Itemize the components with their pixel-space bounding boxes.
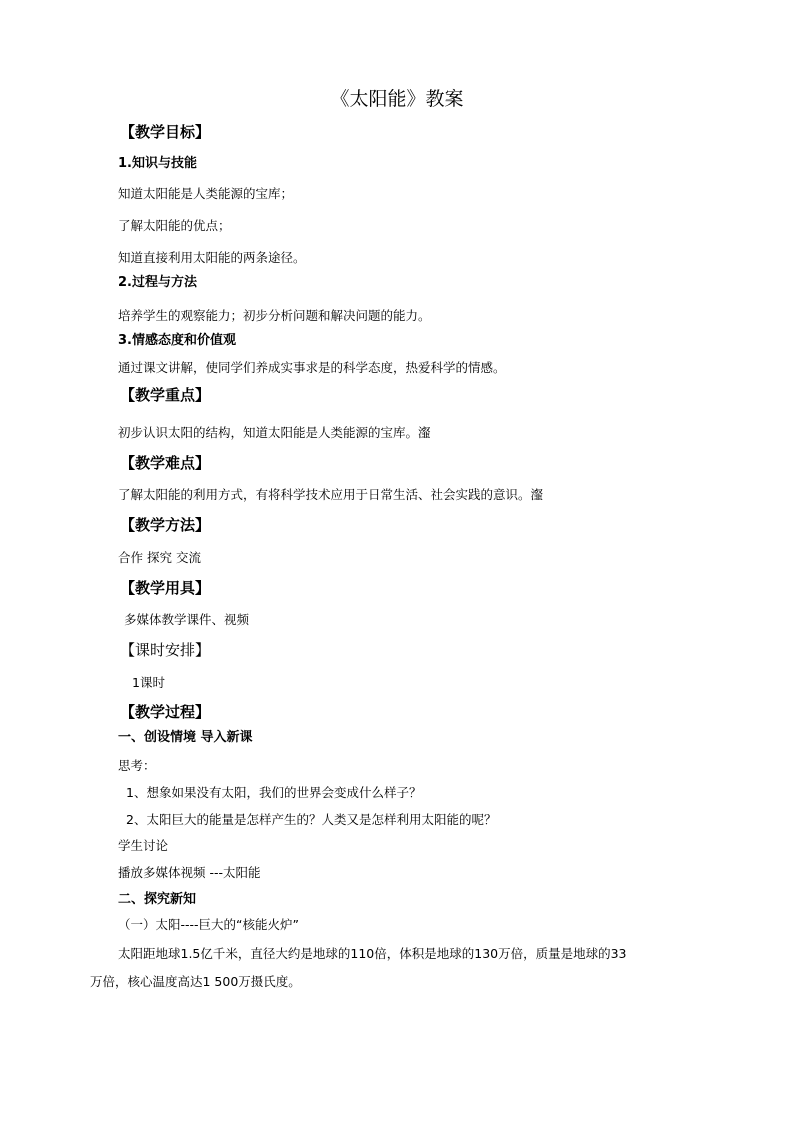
schedule-heading: 【课时安排】: [120, 641, 211, 659]
tools-text: 多媒体教学课件、视频: [124, 612, 250, 627]
key-points-text: 初步认识太阳的结构，知道太阳能是人类能源的宝库。瀣: [118, 425, 431, 440]
tools-heading: 【教学用具】: [120, 579, 211, 597]
think-label: 思考：: [118, 758, 156, 773]
sub1-paragraph-line: 万倍，核心温度高达1 500万摄氏度。: [90, 974, 301, 989]
knowledge-item: 知道太阳能是人类能源的宝库；: [118, 186, 294, 201]
question-item: 2、太阳巨大的能量是怎样产生的？人类又是怎样利用太阳能的呢？: [126, 812, 497, 827]
schedule-text: 1课时: [132, 675, 165, 690]
sub1-heading: （一）太阳----巨大的“核能火炉”: [118, 917, 299, 932]
part2-heading: 二、探究新知: [118, 892, 197, 907]
discussion-text: 学生讨论: [118, 838, 169, 853]
sub1-paragraph-line: 太阳距地球1.5亿千米，直径大约是地球的110倍，体积是地球的130万倍，质量是地球的33: [118, 946, 627, 961]
knowledge-item: 知道直接利用太阳能的两条途径。: [118, 250, 306, 265]
part1-heading: 一、创设情境 导入新课: [118, 730, 253, 745]
knowledge-heading: 1.知识与技能: [118, 156, 197, 171]
methods-heading: 【教学方法】: [120, 516, 211, 534]
process-method-heading: 2.过程与方法: [118, 275, 197, 290]
page-title: 《太阳能》教案: [330, 88, 464, 110]
emotion-text: 通过课文讲解，使同学们养成实事求是的科学态度，热爱科学的情感。: [118, 360, 506, 375]
question-item: 1、想象如果没有太阳，我们的世界会变成什么样子？: [126, 785, 422, 800]
knowledge-item: 了解太阳能的优点；: [118, 218, 231, 233]
teaching-process-heading: 【教学过程】: [120, 703, 211, 721]
objectives-heading: 【教学目标】: [120, 123, 211, 141]
process-method-text: 培养学生的观察能力；初步分析问题和解决问题的能力。: [118, 308, 431, 323]
emotion-heading: 3.情感态度和价值观: [118, 333, 236, 348]
key-points-heading: 【教学重点】: [120, 386, 211, 404]
video-text: 播放多媒体视频 ---太阳能: [118, 865, 261, 880]
difficulties-heading: 【教学难点】: [120, 454, 211, 472]
methods-text: 合作 探究 交流: [118, 550, 201, 565]
difficulties-text: 了解太阳能的利用方式，有将科学技术应用于日常生活、社会实践的意识。瀣: [118, 487, 544, 502]
